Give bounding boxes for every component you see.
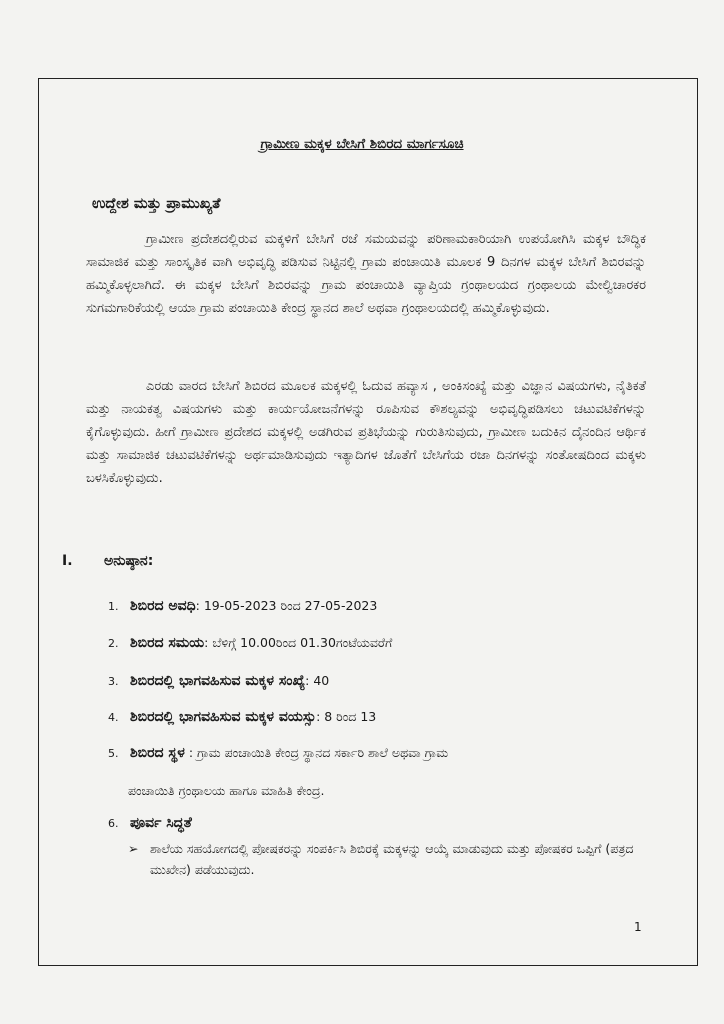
implementation-heading: ಅನುಷ್ಠಾನ: [104, 553, 154, 569]
item-number: 4. [108, 711, 119, 724]
paragraph-1: ಗ್ರಾಮೀಣ ಪ್ರದೇಶದಲ್ಲಿರುವ ಮಕ್ಕಳಿಗೆ ಬೇಸಿಗೆ ರಜೆ ಸಮಯವನ್ನು ಪರಿಣಾಮಕಾರಿಯಾಗಿ ಉಪಯೋಗಿಸಿ ಮಕ್ಕಳ ಬೌದ್ಧಿಕ ಸಾಮಾಜಿಕ ಮತ್ತು ಸಾಂಸ್ಕೃತಿಕ ವಾಗಿ ಅಭಿವೃದ್ಧಿ ಪಡಿಸುವ ನಿಟ್ಟಿನಲ್ಲಿ ಗ್ರಾಮ ಪಂಚಾಯಿತಿ ಮೂಲಕ 9 ದಿನಗಳ ಮಕ್ಕಳ ಬೇಸಿಗೆ ಶಿಬಿರವನ್ನು ಹಮ್ಮಿಕೊಳ್ಳಲಾಗಿದೆ. ಈ ಮಕ್ಕಳ ಬೇಸಿಗೆ ಶಿಬಿರವನ್ನು ಗ್ರಾಮ ಪಂಚಾಯಿತಿ ವ್ಯಾಪ್ತಿಯ ಗ್ರಂಥಾಲಯದ ಗ್ರಂಥಾಲಯ ಮೇಲ್ವಿಚಾರಕರ ಸುಗಮಗಾರಿಕೆಯಲ್ಲಿ ಆಯಾ ಗ್ರಾಮ ಪಂಚಾಯಿತಿ ಕೇಂದ್ರ ಸ್ಥಾನದ ಶಾಲೆ ಅಥವಾ ಗ್ರಂಥಾಲಯದಲ್ಲಿ ಹಮ್ಮಿಕೊಳ್ಳುವುದು. [86, 232, 646, 316]
item-5-continuation: ಪಂಚಾಯಿತಿ ಗ್ರಂಥಾಲಯ ಹಾಗೂ ಮಾಹಿತಿ ಕೇಂದ್ರ. [128, 783, 325, 798]
list-item [108, 709, 376, 725]
list-item [108, 745, 448, 761]
item-label: ಶಿಬಿರದಲ್ಲಿ ಭಾಗವಹಿಸುವ ಮಕ್ಕಳ ಸಂಖ್ಯೆ [130, 673, 306, 689]
item-number: 6. [108, 817, 119, 830]
item-number: 3. [108, 675, 119, 688]
document-title: ಗ್ರಾಮೀಣ ಮಕ್ಕಳ ಬೇಸಿಗೆ ಶಿಬಿರದ ಮಾರ್ಗಸೂಚಿ [260, 136, 464, 152]
item-label: ಶಿಬಿರದ ಸಮಯ [130, 635, 205, 651]
item-label: ಶಿಬಿರದಲ್ಲಿ ಭಾಗವಹಿಸುವ ಮಕ್ಕಳ ವಯಸ್ಸು [130, 709, 317, 725]
item-value: : 19-05-2023 ರಿಂದ 27-05-2023 [195, 598, 378, 613]
item-value: : 8 ರಿಂದ 13 [316, 709, 377, 724]
item-number: 1. [108, 600, 119, 613]
item-number: 5. [108, 747, 119, 760]
section-numeral: I. [62, 553, 73, 569]
arrow-bullet-icon: ➢ [128, 841, 139, 856]
bullet-point [128, 838, 658, 880]
item-value: : 40 [305, 673, 330, 688]
item-number: 2. [108, 637, 119, 650]
bullet-text: ಶಾಲೆಯ ಸಹಯೋಗದಲ್ಲಿ ಪೋಷಕರನ್ನು ಸಂಪರ್ಕಿಸಿ ಶಿಬಿರಕ್ಕೆ ಮಕ್ಕಳನ್ನು ಆಯ್ಕೆ ಮಾಡುವುದು ಮತ್ತು ಪೋಷಕರ ಒಪ್ಪಿಗೆ (ಪತ್ರದ ಮುಖೇನ) ಪಡೆಯುವುದು. [150, 841, 634, 877]
item-value: : ಬೆಳಿಗ್ಗೆ 10.00ರಿಂದ 01.30ಗಂಟೆಯವರೆಗೆ [204, 635, 393, 650]
item-value: : ಗ್ರಾಮ ಪಂಚಾಯಿತಿ ಕೇಂದ್ರ ಸ್ಥಾನದ ಸರ್ಕಾರಿ ಶಾಲೆ ಅಥವಾ ಗ್ರಾಮ [184, 745, 449, 760]
list-item [108, 673, 329, 689]
section-heading: ಉದ್ದೇಶ ಮತ್ತು ಪ್ರಾಮುಖ್ಯತೆ [92, 196, 221, 212]
list-item [108, 635, 392, 651]
item-label: ಪೂರ್ವ ಸಿದ್ಧತೆ [130, 815, 192, 831]
paragraph-2: ಎರಡು ವಾರದ ಬೇಸಿಗೆ ಶಿಬಿರದ ಮೂಲಕ ಮಕ್ಕಳಲ್ಲಿ ಓದುವ ಹವ್ಯಾಸ , ಅಂಕಿಸಂಖ್ಯೆ ಮತ್ತು ವಿಜ್ಞಾನ ವಿಷಯಗಳು, ನೈತಿಕತೆ ಮತ್ತು ನಾಯಕತ್ವ ವಿಷಯಗಳು ಮತ್ತು ಕಾರ್ಯಯೋಜನೆಗಳನ್ನು ರೂಪಿಸುವ ಕೌಶಲ್ಯವನ್ನು ಅಭಿವೃದ್ಧಿಪಡಿಸಲು ಚಟುವಟಿಕೆಗಳನ್ನು ಕೈಗೊಳ್ಳುವುದು. ಹೀಗೆ ಗ್ರಾಮೀಣ ಪ್ರದೇಶದ ಮಕ್ಕಳಲ್ಲಿ ಅಡಗಿರುವ ಪ್ರತಿಭೆಯನ್ನು ಗುರುತಿಸುವುದು, ಗ್ರಾಮೀಣ ಬದುಕಿನ ದೈನಂದಿನ ಆರ್ಥಿಕ ಮತ್ತು ಸಾಮಾಜಿಕ ಚಟುವಟಿಕೆಗಳನ್ನು ಅರ್ಥಮಾಡಿಸುವುದು ಇತ್ಯಾದಿಗಳ ಜೊತೆಗೆ ಬೇಸಿಗೆಯ ರಜಾ ದಿನಗಳನ್ನು ಸಂತೋಷದಿಂದ ಮಕ್ಕಳು ಬಳಸಿಕೊಳ್ಳುವುದು. [86, 379, 646, 486]
list-item [108, 598, 377, 614]
item-label: ಶಿಬಿರದ ಸ್ಥಳ [130, 745, 185, 761]
page-number: 1 [634, 920, 642, 934]
list-item [108, 815, 192, 831]
item-label: ಶಿಬಿರದ ಅವಧಿ [130, 598, 196, 614]
